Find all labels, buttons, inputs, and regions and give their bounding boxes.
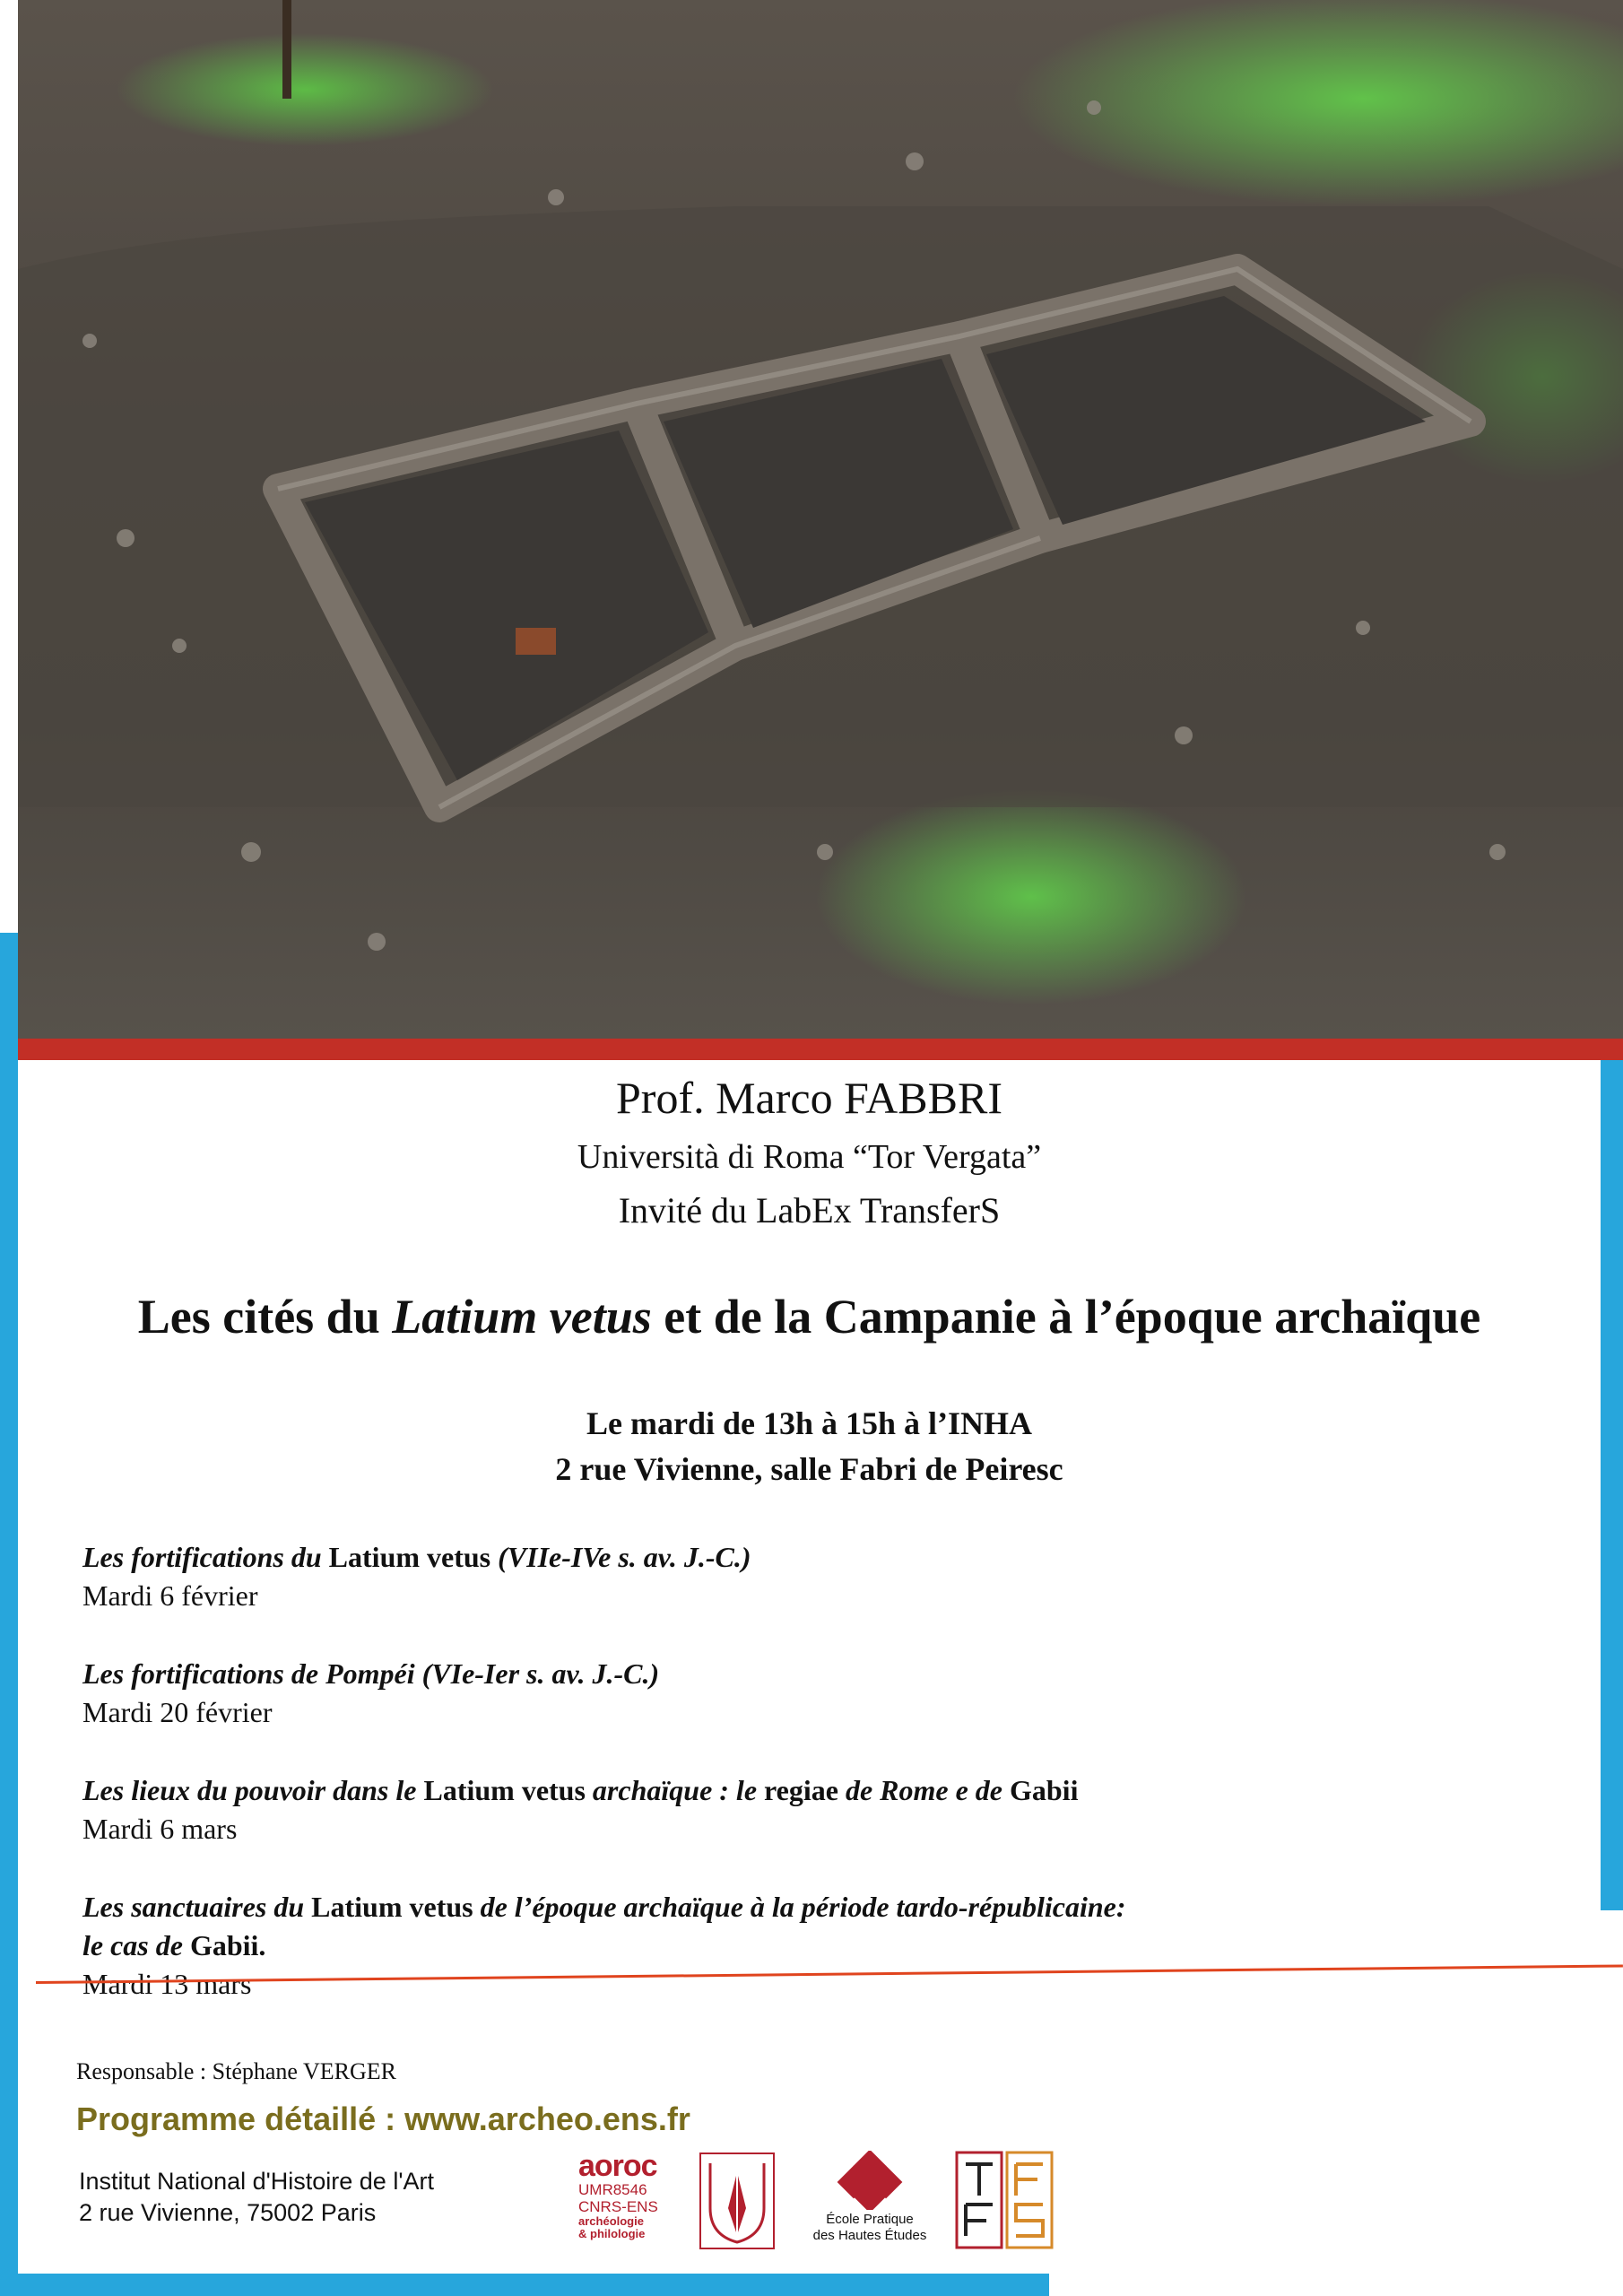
- lecture-title-line2: [82, 1926, 1126, 1965]
- speaker-university: Università di Roma “Tor Vergata”: [577, 1138, 1042, 1176]
- lecture-title-part: Les lieux du pouvoir dans le: [82, 1774, 424, 1806]
- lecture-title-part: Gabii: [1009, 1774, 1079, 1806]
- lecture-title-part: (VIIe-IVe s. av. J.-C.): [490, 1541, 751, 1573]
- lecture-title-part: Gabii.: [189, 1929, 266, 1961]
- responsable-text: Responsable : Stéphane VERGER: [76, 2058, 396, 2084]
- ephe-logo-line1: École Pratique: [826, 2212, 914, 2227]
- transfers-logo: [955, 2151, 1054, 2249]
- aoroc-logo-name: aoroc: [578, 2149, 657, 2183]
- ephe-logo-line2: des Hautes Études: [812, 2228, 927, 2243]
- lecture-title-part: archaïque : le: [585, 1774, 765, 1806]
- excavation-photo: [18, 0, 1623, 1039]
- lecture-title-part: Latium vetus: [423, 1774, 586, 1806]
- ephe-diamond-icon: [812, 2151, 928, 2210]
- lecture-title-part: Latium vetus: [311, 1891, 473, 1923]
- speaker-name: Prof. Marco FABBRI: [615, 1073, 1002, 1123]
- lecture-title-part: Les sanctuaires du: [82, 1891, 312, 1923]
- aoroc-logo-text: [578, 2151, 686, 2240]
- aoroc-logo-archeo: archéologie: [578, 2214, 644, 2228]
- aoroc-pen-emblem-icon: [699, 2152, 775, 2249]
- seminar-title-latium: Latium vetus: [392, 1290, 652, 1344]
- institution-name: Institut National d'Histoire de l'Art: [79, 2168, 434, 2195]
- lecture-title: [82, 1771, 1078, 1810]
- lecture-date: Mardi 20 février: [82, 1696, 273, 1728]
- aoroc-logo-cnrs: CNRS-ENS: [578, 2198, 658, 2215]
- lecture-item-2: [82, 1655, 659, 1732]
- lecture-title-part: le cas de: [82, 1929, 190, 1961]
- lecture-title: [82, 1538, 751, 1577]
- lecture-item-1: [82, 1538, 751, 1615]
- lecture-date: Mardi 13 mars: [82, 1968, 252, 2000]
- aoroc-logo-philo: & philologie: [578, 2227, 646, 2240]
- frame-left-bar: [0, 933, 18, 2278]
- lecture-title-part: regiae: [764, 1774, 838, 1806]
- aoroc-logo: [578, 2151, 780, 2251]
- seminar-title: [18, 1289, 1601, 1344]
- lecture-title-part: de l’époque archaïque à la période tardo-républicaine:: [473, 1891, 1126, 1923]
- lecture-date: Mardi 6 mars: [82, 1813, 238, 1845]
- schedule-location: 2 rue Vivienne, salle Fabri de Peiresc: [555, 1451, 1063, 1487]
- institution-street: 2 rue Vivienne, 75002 Paris: [79, 2199, 377, 2226]
- lecture-title-part: de Rome e de: [838, 1774, 1010, 1806]
- speaker-invitation: Invité du LabEx TransferS: [618, 1190, 1001, 1231]
- seminar-title-part1: Les cités du: [137, 1290, 393, 1344]
- transfers-logo-icon: [955, 2151, 1054, 2249]
- institution-address: [79, 2166, 434, 2229]
- photo-bottom-rule: [18, 1039, 1623, 1060]
- excavation-illustration: [18, 0, 1623, 1039]
- ephe-logo: [812, 2151, 928, 2251]
- aoroc-logo-umr: UMR8546: [578, 2181, 647, 2198]
- lecture-title-part: Les fortifications du: [82, 1541, 329, 1573]
- schedule-time: Le mardi de 13h à 15h à l’INHA: [586, 1405, 1033, 1441]
- lecture-title-part: Latium vetus: [328, 1541, 491, 1573]
- programme-link[interactable]: Programme détaillé : www.archeo.ens.fr: [76, 2100, 690, 2137]
- lecture-item-4: [82, 1888, 1126, 2004]
- lecture-title: Les fortifications de Pompéi (VIe-Ier s. av. J.-C.): [82, 1657, 660, 1690]
- lecture-item-3: [82, 1771, 1078, 1848]
- lecture-date: Mardi 6 février: [82, 1579, 258, 1612]
- seminar-title-part3: et de la Campanie à l’époque archaïque: [651, 1290, 1481, 1344]
- frame-bottom-bar: [0, 2274, 1049, 2296]
- lecture-title: [82, 1888, 1126, 1926]
- ephe-logo-text: [812, 2212, 928, 2244]
